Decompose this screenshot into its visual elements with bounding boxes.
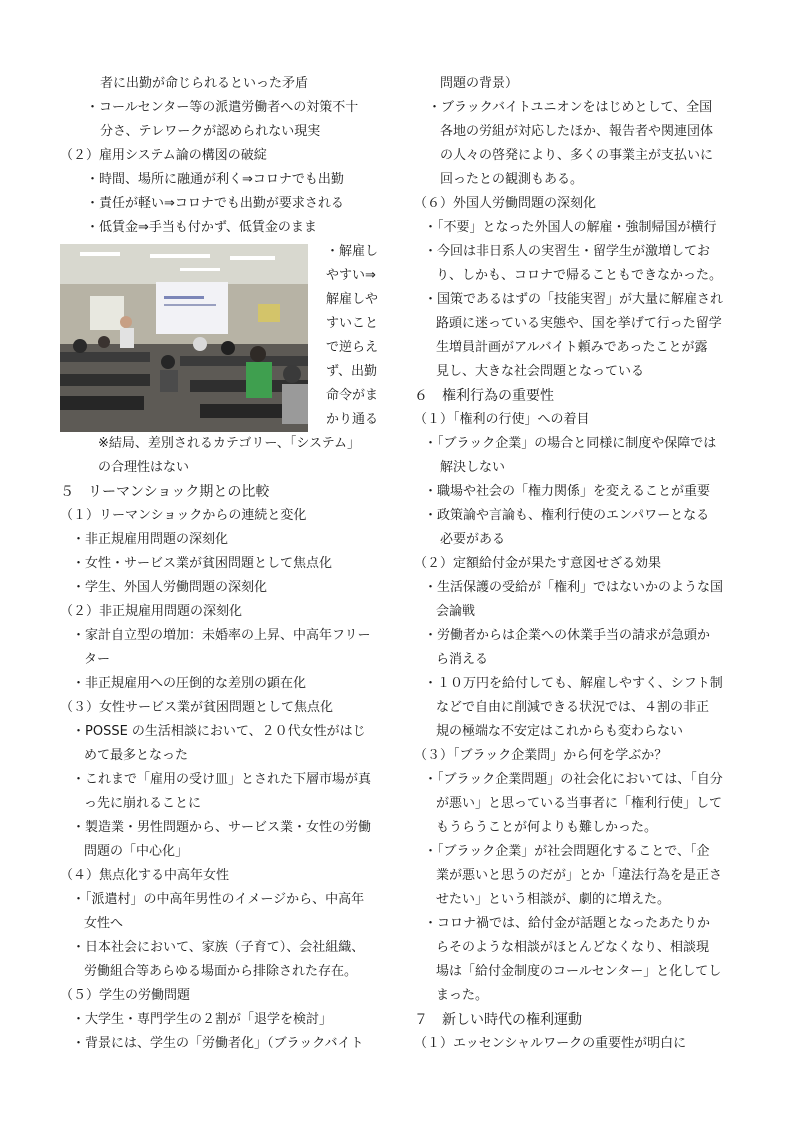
bullet-line: ・「ブラック企業問題」の社会化においては、「自分 xyxy=(424,772,723,787)
text-line: が悪い」と思っている当事者に「権利行使」して xyxy=(436,796,723,811)
seminar-photo xyxy=(60,244,308,432)
subsection-heading: （２）非正規雇用問題の深刻化 xyxy=(60,604,243,619)
subsection-heading: （４）焦点化する中高年女性 xyxy=(60,868,230,883)
bullet-line: ・「派遣村」の中高年男性のイメージから、中高年 xyxy=(72,892,365,907)
text-line: 女性へ xyxy=(84,916,124,931)
section-heading: ５ リーマンショック期との比較 xyxy=(60,484,270,500)
text-line: ず、出勤 xyxy=(326,364,377,379)
bullet-line: ・国策であるはずの「技能実習」が大量に解雇され xyxy=(424,292,724,307)
text-line: 見し、大きな社会問題となっている xyxy=(436,364,645,379)
text-line: 回ったとの観測もある。 xyxy=(440,172,584,187)
text-line: せたい」という相談が、劇的に増えた。 xyxy=(436,892,671,907)
subsection-heading: （２）雇用システム論の構図の破綻 xyxy=(60,148,267,163)
bullet-line: ・今回は非日系人の実習生・留学生が激増してお xyxy=(424,244,711,259)
text-line: 路頭に迷っている実態や、国を挙げて行った留学 xyxy=(436,316,722,331)
bullet-line: ・政策論や言論も、権利行使のエンパワーとなる xyxy=(424,508,710,523)
bullet-line: ・家計自立型の増加：未婚率の上昇、中高年フリー xyxy=(72,628,371,643)
text-line: すいこと xyxy=(326,316,379,331)
text-line: 規の極端な不安定はこれからも変わらない xyxy=(436,724,684,739)
bullet-line: ・女性・サービス業が貧困問題として焦点化 xyxy=(72,556,333,571)
text-line: 各地の労組が対応したほか、報告者や関連団体 xyxy=(440,124,714,139)
subsection-heading: （５）学生の労働問題 xyxy=(60,988,191,1003)
bullet-line: ・学生、外国人労働問題の深刻化 xyxy=(72,580,268,595)
text-line: 分さ、テレワークが認められない現実 xyxy=(100,124,321,139)
bullet-line: ・「ブラック企業」の場合と同様に制度や保障では xyxy=(424,436,717,451)
text-line: り、しかも、コロナで帰ることもできなかった。 xyxy=(436,268,723,283)
bullet-line: ・大学生・専門学生の２割が「退学を検討」 xyxy=(72,1012,333,1027)
text-line: 会論戦 xyxy=(436,604,476,619)
text-line: らそのような相談がほとんどなくなり、相談現 xyxy=(436,940,710,955)
bullet-line: ・生活保護の受給が「権利」ではないかのような国 xyxy=(424,580,724,595)
section-heading: ７ 新しい時代の権利運動 xyxy=(414,1012,582,1028)
text-line: 問題の背景） xyxy=(440,76,519,91)
bullet-line: ・製造業・男性問題から、サービス業・女性の労働 xyxy=(72,820,372,835)
text-line: ・解雇し xyxy=(326,244,379,259)
text-line: の人々の啓発により、多くの事業主が支払いに xyxy=(440,148,714,163)
text-line: で逆らえ xyxy=(326,340,379,355)
text-line: かり通る xyxy=(326,412,379,427)
text-line: まった。 xyxy=(436,988,489,1003)
section-heading: ６ 権利行為の重要性 xyxy=(414,388,554,404)
text-line: 者に出勤が命じられるといった矛盾 xyxy=(100,76,309,91)
bullet-line: ・POSSE の生活相談において、２０代女性がはじ xyxy=(72,724,366,739)
text-line: 業が悪いと思うのだが」とか「違法行為を是正さ xyxy=(436,868,723,883)
text-line: もうらうことが何よりも難しかった。 xyxy=(436,820,658,835)
text-line: 場は「給付金制度のコールセンター」と化してし xyxy=(436,964,722,979)
bullet-line: ・労働者からは企業への休業手当の請求が急頭か xyxy=(424,628,711,643)
text-line: の合理性はない xyxy=(98,460,190,475)
bullet-line: ・コロナ禍では、給付金が話題となったあたりか xyxy=(424,916,711,931)
subsection-heading: （１）エッセンシャルワークの重要性が明白に xyxy=(414,1036,687,1051)
bullet-line: ・「不要」となった外国人の解雇・強制帰国が横行 xyxy=(424,220,717,235)
bullet-line: ・低賃金⇒手当も付かず、低賃金のまま xyxy=(86,220,317,235)
bullet-line: ・ブラックバイトユニオンをはじめとして、全国 xyxy=(428,100,713,115)
text-line: っ先に崩れることに xyxy=(84,796,202,811)
bullet-line: ・背景には、学生の「労働者化」（ブラックバイト xyxy=(72,1036,364,1051)
text-line: 生増員計画がアルバイト頼みであったことが露 xyxy=(436,340,708,355)
text-line: ら消える xyxy=(436,652,489,667)
subsection-heading: （３）「ブラック企業問」から何を学ぶか？ xyxy=(414,748,668,763)
text-line: ター xyxy=(84,652,111,667)
bullet-line: ・非正規雇用問題の深刻化 xyxy=(72,532,229,547)
text-line: 労働組合等あらゆる場面から排除された存在。 xyxy=(84,964,358,979)
text-line: 解雇しや xyxy=(326,292,379,307)
subsection-heading: （３）女性サービス業が貧困問題として焦点化 xyxy=(60,700,334,715)
text-line: やすい⇒ xyxy=(326,268,376,283)
bullet-line: ・「ブラック企業」が社会問題化することで、「企 xyxy=(424,844,710,859)
note-line: ※結局、差別されるカテゴリー、「システム」 xyxy=(98,436,361,451)
subsection-heading: （１）「権利の行使」への着目 xyxy=(414,412,590,427)
bullet-line: ・非正規雇用への圧倒的な差別の顕在化 xyxy=(72,676,307,691)
text-line: 解決しない xyxy=(440,460,506,475)
text-line: 必要がある xyxy=(440,532,506,547)
bullet-line: ・責任が軽い⇒コロナでも出勤が要求される xyxy=(86,196,344,211)
bullet-line: ・コールセンター等の派遣労働者への対策不十 xyxy=(86,100,359,115)
subsection-heading: （２）定額給付金が果たす意図せざる効果 xyxy=(414,556,662,571)
bullet-line: ・時間、場所に融通が利く⇒コロナでも出勤 xyxy=(86,172,344,187)
text-line: 命令がま xyxy=(326,388,379,403)
bullet-line: ・職場や社会の「権力関係」を変えることが重要 xyxy=(424,484,711,499)
bullet-line: ・これまで「雇用の受け皿」とされた下層市場が真 xyxy=(72,772,372,787)
subsection-heading: （６）外国人労働問題の深刻化 xyxy=(414,196,597,211)
bullet-line: ・１０万円を給付しても、解雇しやすく、シフト制 xyxy=(424,676,723,691)
text-line: めて最多となった xyxy=(84,748,189,763)
text-line: などで自由に削減できる状況では、４割の非正 xyxy=(436,700,710,715)
subsection-heading: （１）リーマンショックからの連続と変化 xyxy=(60,508,307,523)
text-line: 問題の「中心化」 xyxy=(84,844,189,859)
bullet-line: ・日本社会において、家族（子育て）、会社組織、 xyxy=(72,940,365,955)
